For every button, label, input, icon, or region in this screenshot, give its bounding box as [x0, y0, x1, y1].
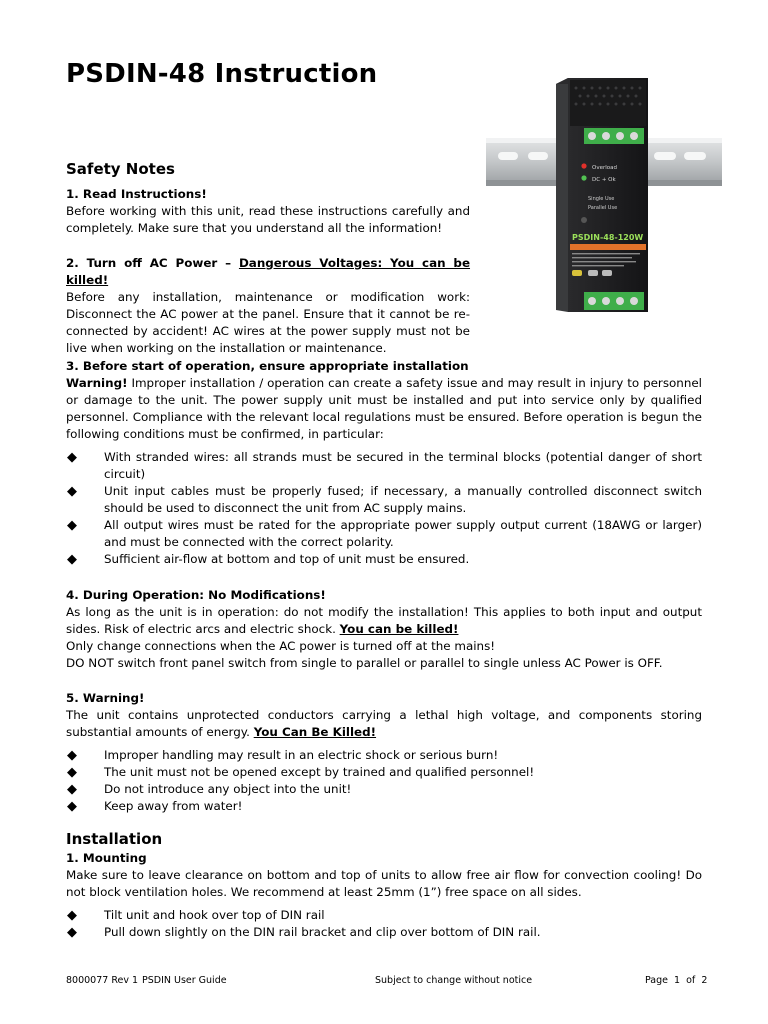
section-4-line-2: Only change connections when the AC power is turned off at the mains! — [66, 639, 496, 653]
diamond-bullet-icon: ◆ — [67, 925, 77, 940]
mounting-bullet-list — [66, 907, 702, 941]
section-4-line-3: DO NOT switch front panel switch from single to parallel or parallel to single unless AC Power is OFF. — [66, 656, 663, 670]
label-band — [570, 244, 646, 250]
list-item: ◆ All output wires must be rated for the appropriate power supply output current (18AWG or larger) and must be connected with the correct polarity. — [67, 518, 702, 549]
section-3-title: 3. Before start of operation, ensure appropriate installation — [66, 359, 469, 373]
section-3-text: Improper installation / operation can create a safety issue and may result in injury to personnel or damage to the unit. The power supply unit must be installed and put into service only by qualified personnel. Compliance with the relevant local regulations must be ensured. Before operation is begun the following conditions must be confirmed, in particular: — [66, 376, 702, 441]
section-4-warning: You can be killed! — [339, 622, 459, 636]
section-4 — [66, 587, 702, 672]
list-item: ◆ With stranded wires: all strands must be secured in the terminal blocks (potential danger of short circuit) — [67, 450, 702, 481]
diamond-bullet-icon: ◆ — [67, 908, 77, 923]
diamond-bullet-icon: ◆ — [67, 484, 77, 499]
diamond-bullet-icon: ◆ — [67, 552, 77, 567]
installation-heading: Installation — [66, 830, 163, 848]
list-item: ◆ Pull down slightly on the DIN rail bracket and clip over bottom of DIN rail. — [67, 925, 541, 940]
model-label: PSDIN-48-120W — [572, 233, 644, 242]
safety-notes-heading: Safety Notes — [66, 160, 175, 178]
diamond-bullet-icon: ◆ — [67, 799, 77, 814]
unit-side — [556, 78, 568, 312]
diamond-bullet-icon: ◆ — [67, 765, 77, 780]
certification-mark-icon — [572, 270, 582, 276]
section-1-text: Before working with this unit, read these instructions carefully and completely. Make sure that you understand all the information! — [66, 204, 470, 235]
diamond-bullet-icon: ◆ — [67, 782, 77, 797]
list-item: ◆ Tilt unit and hook over top of DIN rail — [67, 908, 325, 923]
parallel-use-label: Parallel Use — [588, 205, 618, 211]
fc-mark-icon — [602, 270, 612, 276]
section-1-title: 1. Read Instructions! — [66, 187, 207, 201]
footer-guide-name: PSDIN User Guide — [142, 975, 227, 986]
section-5-title: 5. Warning! — [66, 691, 145, 705]
mounting-text: Make sure to leave clearance on bottom and top of units to allow free air flow for convection cooling! Do not block ventilation holes. We recommend at least 25mm (1”) free space on all sides. — [66, 868, 702, 899]
section-4-title: 4. During Operation: No Modifications! — [66, 588, 326, 602]
list-item: ◆ Sufficient air-flow at bottom and top of unit must be ensured. — [67, 552, 470, 567]
diamond-bullet-icon: ◆ — [67, 518, 77, 533]
section-5-text: The unit contains unprotected conductors carrying a lethal high voltage, and components storing substantial amounts of energy. — [66, 708, 702, 739]
list-item: ◆ The unit must not be opened except by trained and qualified personnel! — [67, 765, 535, 780]
ce-mark-icon — [588, 270, 598, 276]
mounting-title: 1. Mounting — [66, 851, 147, 865]
mounting-section — [66, 850, 702, 901]
section-2 — [66, 255, 470, 357]
diamond-bullet-icon: ◆ — [67, 748, 77, 763]
footer-page-number: Page 1 of 2 — [645, 975, 708, 986]
adjust-potentiometer-icon — [581, 217, 587, 223]
dc-ok-label: DC + Ok — [592, 177, 616, 183]
section-2-text: Before any installation, maintenance or modification work: Disconnect the AC power at the panel. Ensure that it cannot be re-connected by accident! AC wires at the power supply must not be live when working on the installation or maintenance. — [66, 290, 470, 355]
section-5 — [66, 690, 702, 741]
overload-led-icon — [581, 163, 586, 168]
section-4-text: As long as the unit is in operation: do not modify the installation! This applies to both input and output sides. Risk of electric arcs and electric shock. — [66, 605, 702, 636]
unit-front — [568, 78, 648, 312]
section-3 — [66, 358, 702, 443]
list-item: ◆ Keep away from water! — [67, 799, 243, 814]
section-5-warning: You Can Be Killed! — [253, 725, 377, 739]
section-5-bullet-list — [66, 747, 702, 815]
footer-notice: Subject to change without notice — [375, 975, 533, 986]
footer-doc-id: 8000077 Rev 1 — [66, 975, 139, 986]
overload-label: Overload — [592, 165, 617, 171]
list-item: ◆ Improper handling may result in an electric shock or serious burn! — [67, 748, 499, 763]
section-3-bullet-list — [66, 449, 702, 568]
list-item: ◆ Unit input cables must be properly fused; if necessary, a manually controlled disconnect switch should be used to disconnect the unit from AC supply mains. — [67, 484, 702, 515]
document-title: PSDIN-48 Instruction — [66, 59, 378, 89]
section-3-warning-label: Warning! — [66, 376, 128, 390]
diamond-bullet-icon: ◆ — [67, 450, 77, 465]
section-1 — [66, 186, 470, 237]
dc-ok-led-icon — [581, 175, 586, 180]
list-item: ◆ Do not introduce any object into the unit! — [67, 782, 352, 797]
section-2-warning: Dangerous Voltages: You can be killed! — [66, 256, 471, 287]
section-2-title: 2. Turn off AC Power – — [66, 256, 239, 270]
product-photo — [484, 74, 724, 316]
single-use-label: Single Use — [588, 196, 615, 202]
